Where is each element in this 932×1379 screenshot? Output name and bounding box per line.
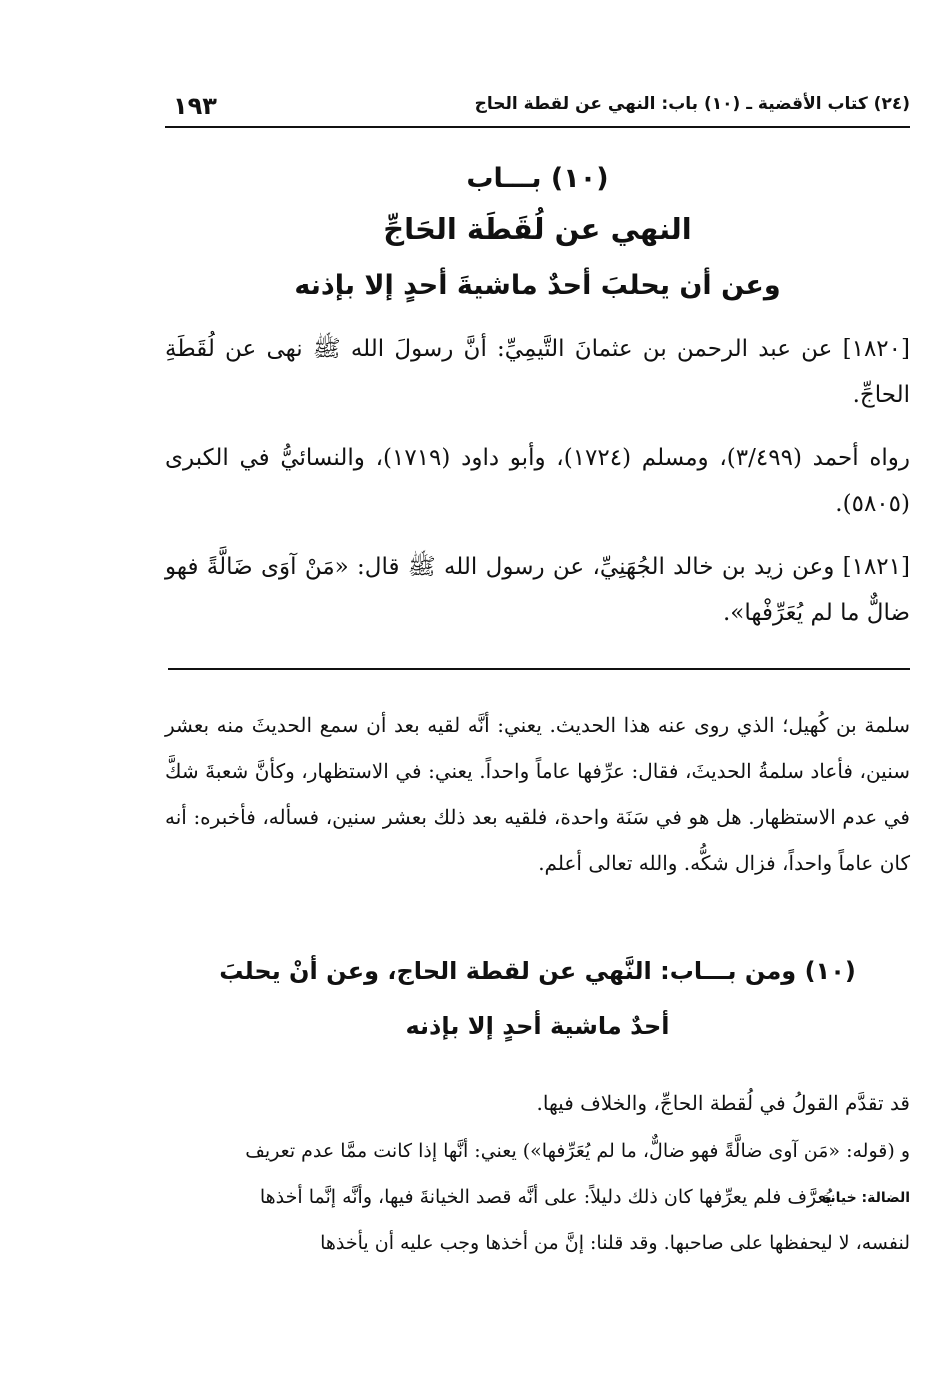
chapter-subtitle: وعن أن يحلبَ أحدٌ ماشيةَ أحدٍ إلا بإذنه [294, 270, 781, 301]
commentary-line: و (قوله: «مَن آوى ضالَّةً فهو ضالٌّ، ما لم يُعَرِّفها») يعني: أنَّها إذا كانت ممَّا عدم تعريف [245, 1140, 910, 1162]
hadith-1821: [١٨٢١] وعن زيد بن خالد الجُهَنِيِّ، عن رسول الله ﷺ قال: «مَنْ آوَى ضَالَّةً فهو ضالٌّ ما لم يُعَرِّفْها». [165, 554, 910, 626]
margin-note: الضالة: خيانة [821, 1190, 910, 1206]
page-number: ١٩٣ [173, 92, 217, 120]
commentary-paragraph: قد تقدَّم القولُ في لُقطة الحاجِّ، والخلاف فيها. [536, 1091, 910, 1115]
section-heading-line-2: أحدٌ ماشية أحدٍ إلا بإذنه [405, 1012, 670, 1040]
page-header [165, 92, 910, 124]
header-rule [165, 126, 910, 128]
commentary-line: لنفسه، لا ليحفظها على صاحبها. وقد قلنا: إنَّ من أخذها وجب عليه أن يأخذها [320, 1232, 910, 1254]
running-title: (٢٤) كتاب الأقضية ـ (١٠) باب: النهي عن لقطة الحاج [474, 94, 910, 114]
chapter-title: النهي عن لُقَطَة الحَاجِّ [383, 212, 692, 246]
commentary-line: يُعرَّف فلم يعرِّفها كان ذلك دليلاً: على أنَّه قصد الخيانةَ فيها، وأنَّه إنَّما أخذها [259, 1186, 832, 1208]
separator-rule [168, 668, 910, 670]
commentary-paragraph: سلمة بن كُهيل؛ الذي روى عنه هذا الحديث. يعني: أنَّه لقيه بعد أن سمع الحديثَ منه بعشر سنين، فأعاد سلمةُ الحديثَ، فقال: عرِّفها عاماً واحداً. يعني: في الاستظهار، وكأنَّ شعبةَ شكَّ في عدم الاستظهار. هل هو في سَنَة واحدة، فلقيه بعد ذلك بعشر سنين، فسأله، فأخبره: أنه كان عاماً واحداً، فزال شكُّه. والله تعالى أعلم. [165, 713, 911, 875]
section-heading-line-1: (١٠) ومن بـــاب: النَّهي عن لقطة الحاج، وعن أنْ يحلبَ [219, 957, 856, 985]
hadith-1820: [١٨٢٠] عن عبد الرحمن بن عثمانَ التَّيمِيِّ: أنَّ رسولَ الله ﷺ نهى عن لُقَطَةِ الحاجِّ. [165, 336, 910, 408]
takhrij-1820: رواه أحمد (٣/٤٩٩)، ومسلم (١٧٢٤)، وأبو داود (١٧١٩)، والنسائيُّ في الكبرى (٥٨٠٥). [165, 445, 910, 517]
chapter-number: (١٠) بـــاب [466, 163, 609, 194]
